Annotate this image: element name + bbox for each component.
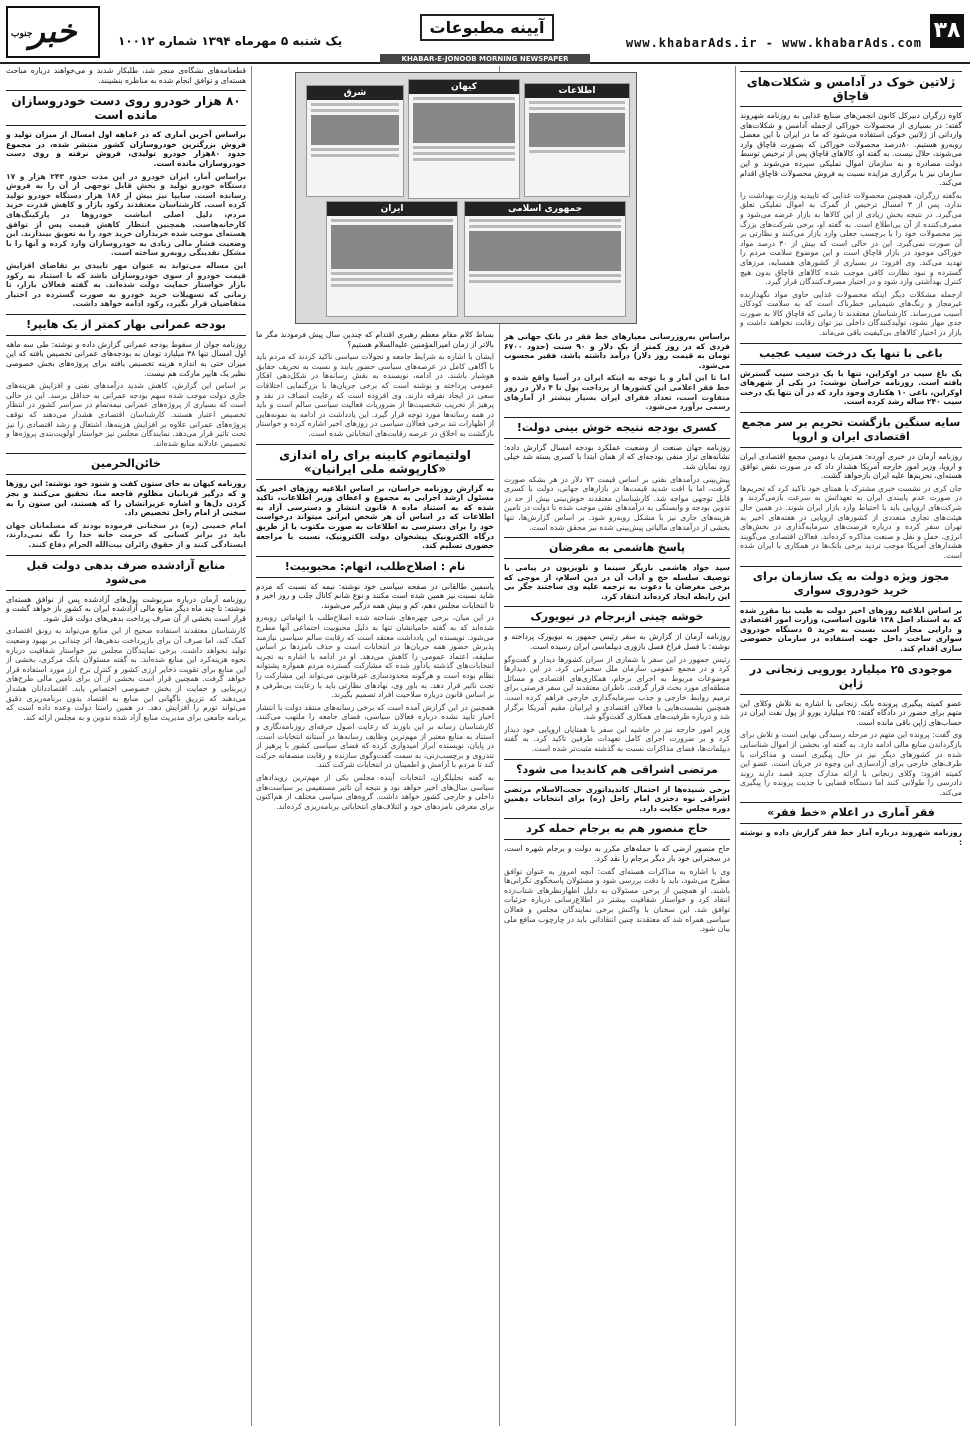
column-rule — [251, 66, 252, 1426]
headline: کسری بودجه نتیجه خوش بینی دولت! — [504, 417, 730, 439]
article-text-filler: جان کری در نشست خبری مشترک با همتای خود تاکید کرد که تحریم‌ها در صورت عدم پایبندی ایران به تعهداتش به سرعت بازمی‌گردند و شرکت‌های اروپایی باید با احتیاط وارد بازار ایران شوند. در همین حال هیئت‌های تجاری متعددی از کشورهای اروپایی در هفته‌های اخیر به تهران سفر کرده و درباره فرصت‌های سرمایه‌گذاری در بخش‌های انرژی، حمل و نقل و صنعت مذاکره کرده‌اند. فعالان اقتصادی می‌گویند هشدارهای آمریکا موجب تردید برخی بانک‌ها در همکاری با ایران شده است. — [740, 483, 962, 560]
article-text: بر اساس ابلاغیه روزهای اخیر دولت به طیب نیا مقرر شده که به استناد اصل ۱۳۸ قانون اساسی، وزارت امور اقتصادی و دارایی مجاز است نسبت به خرید ۵ دستگاه خودروی سواری ساخت داخل جهت استفاده در سازمان خصوصی سازی اقدام کند. — [740, 605, 962, 653]
column-3 — [256, 330, 494, 1426]
article-text-filler: همچنین در این گزارش آمده است که برخی رسانه‌های منتقد دولت با انتشار اخبار تأیید نشده درباره فعالان سیاسی، فضای جامعه را ملتهب می‌کنند. کارشناسان رسانه بر این باورند که رعایت اصول حرفه‌ای روزنامه‌نگاری و استناد به منابع معتبر از مهم‌ترین وظایف رسانه‌ها در آستانه انتخابات است. در پایان، نویسنده ابراز امیدواری کرده که فضای سیاسی کشور با پرهیز از تندروی و برچسب‌زنی، به سمت گفت‌وگوی سازنده و رقابت منصفانه حرکت کند تا مردم با آرامش و اطمینان در انتخابات شرکت کنند. — [256, 702, 494, 770]
article-text: قطعنامه‌های نشگاه‌ی منجر شد، طلبکار شدند و می‌خواهند درباره مباحث هسته‌ای و توافق انجام شده به مناظره بنشینند. — [6, 66, 246, 85]
article-text: روزنامه کیهان به جای ستون کفت و شنود خود نوشته: این روزها و که درگیر قربانیان مظلوم فاجعه منا، تحقیق می‌کنند و بجز کردن دل‌ها و اشاره عزیزانشان را که هستند، این ستون را به سخنی از امام راحل تخصیص داد. — [6, 479, 246, 518]
article-text: براساس به‌روزرسانی معیارهای خط فقر در بانک جهانی هر فردی که در روز کمتر از یک دلار و ۹۰ سنت (حدود ۶۷۰۰ تومان به قیمت روز دلار) درآمد داشته باشد، فقیر محسوب می‌شود. — [504, 332, 730, 370]
column-4 — [6, 66, 246, 1426]
article-text: روزنامه آرمان از گزارش به سفر رئیس جمهور به نیویورک پرداخته و نوشته: با فصل فراخ فصل بازوری دیپلماسی ایران رسیده است. — [504, 632, 730, 652]
newspaper-name: ایران — [327, 202, 457, 216]
article-text-filler: رئیس جمهور در این سفر با شماری از سران کشورها دیدار و گفت‌وگو کرد و در مجمع عمومی سازمان ملل سخنرانی کرد. در این دیدارها موضوعات مربوط به اجرای برجام، همکاری‌های اقتصادی و مسائل منطقه‌ای مورد بحث قرار گرفت. ناظران معتقدند این سفر فرصتی برای ترمیم روابط خارجی و جذب سرمایه‌گذاری خارجی فراهم کرده است. همچنین نشست‌هایی با فعالان اقتصادی و ایرانیان مقیم آمریکا برگزار شد و درباره ظرفیت‌های همکاری گفت‌وگو شد. — [504, 654, 730, 722]
article-text: روزنامه آرمان در خبری آورده: همزمان با دومین مجمع اقتصادی ایران و اروپا، وزیر امور خارجه آمریکا هشدار داد که در صورت نقض توافق هسته‌ای، تحریم‌ها علیه ایران بازخواهد گشت. — [740, 452, 962, 481]
article-text: روزنامه جوان از سقوط بودجه عمرانی گزارش داده و نوشته: طی سه ماهه اول امسال تنها ۳۸ میلیارد تومان به بودجه‌های عمرانی تخصیص یافته که این میزان حتی به اندازه هزینه تخصیص یافته برای پروژه‌های بخش خصوصی نظیر یک هایپر مارکت هم نیست. — [6, 339, 246, 378]
article-text-filler: امام خمینی (ره) در سخنانی فرموده بودند که مسلمانان جهان باید در برابر کسانی که حرمت خانه خدا را نگه نمی‌دارند، ایستادگی کنند و از حقوق زائران بیت‌الله الحرام دفاع کنند. — [6, 520, 246, 549]
logo-text: خبر — [29, 12, 77, 50]
headline: ژلاتین خوک در آدامس و شکلات‌های قاچاق — [740, 71, 962, 107]
article-text: برخی شنیده‌ها از احتمال کاندیداتوری حجت‌الاسلام مرتضی اشراقی نوه دختری امام راحل (ره) برای انتخابات دهمین دوره مجلس حکایت دارد. — [504, 784, 730, 813]
headline: موجودی ۲۵ میلیارد یورویی زنجانی در ژاپن — [740, 659, 962, 695]
headline: باغی با تنها یک درخت سیب عجیب — [740, 343, 962, 365]
headline: پاسخ هاشمی به مفرضان — [504, 537, 730, 559]
article-text-filler: اما تا این آمار و با توجه به اینکه ایران در آسیا واقع شده و خط فقر اعلامی این کشورها از پرداخت پول تا ۴ دلار در روز متفاوت است، تعداد فقرای ایران بسیار بیشتر از آمارهای رسمی برآورد می‌شود. — [504, 373, 730, 412]
column-1 — [740, 66, 962, 1426]
newspaper-thumb — [306, 85, 404, 197]
headline: سایه سنگین بازگشت تحریم بر سر مجمع اقتصادی ایران و اروپا — [740, 412, 962, 448]
newspaper-name: جمهوری اسلامی — [465, 202, 625, 216]
section-title: آیینه مطبوعات — [420, 14, 554, 41]
newspaper-name: اطلاعات — [525, 84, 629, 98]
article-text: یک باغ سیب در اوکراین، تنها با یک درخت سیب گسترش یافته است. روزنامه خراسان نوشت: در یکی از شهرهای اوکراین، باغی ۱۰ هکتاری وجود دارد که در آن تنها یک درخت سیب ۲۴۰ ساله رشد کرده است. — [740, 368, 962, 407]
headline: مرتضی اشراقی هم کاندیدا می شود؟ — [504, 759, 730, 781]
article-text-filler: ایشان با اشاره به شرایط جامعه و تحولات سیاسی تاکید کردند که مردم باید با آگاهی کامل در عرصه‌های سیاسی حضور یابند و نسبت به تحریف حقایق هوشیار باشند. در ادامه، نویسنده به نقش رسانه‌ها در شکل‌دهی افکار عمومی پرداخته و نوشته است که برخی جریان‌ها با بزرگنمایی اختلافات سعی در ایجاد تفرقه دارند. وی افزوده است که رعایت انصاف در نقد و پرهیز از تخریب شخصیت‌ها از ضروریات فعالیت سیاسی سالم است و باید در همه رسانه‌ها مورد توجه قرار گیرد. این یادداشت در ادامه به نمونه‌هایی از اظهارات تند برخی فعالان سیاسی در روزهای اخیر اشاره کرده و خواستار بازگشت به اخلاق در عرصه رقابت‌های انتخاباتی شده است. — [256, 352, 494, 438]
article-text-filler: وی گفت: پرونده این متهم در مرحله رسیدگی نهایی است و تلاش برای بازگرداندن منابع مالی ادامه دارد. به گفته او، بخشی از اموال شناسایی شده در کشورهای دیگر نیز در حال پیگیری است و مذاکرات با طرف‌های خارجی برای آزادسازی این وجوه در جریان است. عضو این کمیته افزود: وکلای زنجانی با ارائه مدارک جدید قصد دارند روند دادرسی را طولانی کنند اما دستگاه قضایی با جدیت پرونده را پیگیری می‌کند. — [740, 730, 962, 797]
newspaper-thumb — [524, 83, 630, 197]
logo-small: جنوب — [11, 29, 33, 39]
masthead — [0, 0, 970, 64]
newspaper-thumb — [408, 79, 520, 199]
article-text-filler: وی با اشاره به مذاکرات هسته‌ای گفت: آنچه امروز به عنوان توافق مطرح می‌شود، باید با دقت بررسی شود و مسئولان پاسخگوی نگرانی‌ها باشند. او همچنین از برخی مسئولان به دلیل اظهارنظرهای شتاب‌زده انتقاد کرد و خواستار شفافیت بیشتر در اطلاع‌رسانی درباره جزئیات توافق شد. این سخنان با واکنش برخی نمایندگان مجلس و فعالان سیاسی همراه شد که معتقدند چنین انتقاداتی باید در چارچوب منافع ملی بیان شود. — [504, 866, 730, 934]
headline: فقر آماری در اعلام «خط فقر» — [740, 802, 962, 824]
site-url[interactable]: www.khabarAds.ir - www.khabarAds.com — [625, 36, 922, 50]
article-text-filler: این مساله می‌تواند به عنوان مهر تاییدی بر تقاضای افزایش قیمت خودرو از سوی خودروسازان باشد که با استناد به رکود بازار خواستار حمایت دولت شده‌اند. به گفته فعالان بازار، تا زمانی که تسهیلات خرید خودرو به صورت گسترده در اختیار متقاضیان قرار نگیرد، رکود ادامه خواهد داشت. — [6, 260, 246, 309]
article-text-filler: براساس آمار، ایران خودرو در این مدت حدود ۲۴۳ هزار و ۱۷ دستگاه خودرو تولید و بخش قابل توجهی از آن را به فروش رسانده است. سایپا نیز بیش از ۱۸۶ هزار دستگاه خودرو تولید کرده است. کارشناسان معتقدند رکود بازار و کاهش قدرت خرید مردم، دلیل اصلی انباشت خودروها در پارکینگ‌های کارخانه‌هاست. همچنین انتظار کاهش قیمت پس از توافق هسته‌ای موجب شده خریداران خرید خود را به تعویق بیندازند. این وضعیت فشار مالی زیادی به خودروسازان وارد کرده و آنها را با مشکل نقدینگی روبه‌رو ساخته است. — [6, 171, 246, 258]
article-text: روزنامه شهروند درباره آمار خط فقر گزارش داده و نوشته : — [740, 828, 962, 848]
headline: مجوز ویژه دولت به یک سازمان برای خرید خودروی سواری — [740, 566, 962, 602]
headline: ۸۰ هزار خودرو روی دست خودروسازان مانده است — [6, 90, 246, 126]
article-text-filler: ازجمله مشکلات دیگر اینکه محصولات غذایی حاوی مواد نگهدارنده غیرمجاز و رنگ‌های شیمیایی خطرناک است که به سلامت کودکان آسیب می‌رساند. کارشناسان معتقدند تا زمانی که قاچاق کالا به صورت جدی مهار نشود، تولیدکنندگان داخلی نیز توان رقابت نخواهند داشت و بازار در اختیار کالاهای بی‌کیفیت باقی می‌ماند. — [740, 289, 962, 338]
column-2 — [504, 332, 730, 1426]
article-text-filler: به گفته تحلیلگران، انتخابات آینده مجلس یکی از مهم‌ترین رویدادهای سیاسی سال‌های اخیر خواهد بود و نتیجه آن تاثیر مستقیمی بر سیاست‌های داخلی و خارجی کشور خواهد داشت. گروه‌های سیاسی مختلف از هم‌اکنون برای معرفی نامزدهای خود و ائتلاف‌های انتخاباتی برنامه‌ریزی کرده‌اند. — [256, 772, 494, 811]
article-text: کاوه زرگران دبیرکل کانون انجمن‌های صنایع غذایی به روزنامه شهروند گفته: در بسیاری از محصولات خوراکی ازجمله آدامس و شکلات‌های وارداتی از ژلاتین خوکی استفاده می‌شود که ما در ایران با این معضل روبه‌رو هستیم. ۸۰درصد محصولات خوراکی که بصورت قاچاق وارد می‌شوند، حلال نیست. به گفته او، کالاهای قاچاق پس از ترخیص توسط دولت مصادره و به سازمان اموال تملیکی سپرده می‌شوند و این سازمان نیز با برگزاری مزایده نسبت به فروش محصولات قاچاق اقدام می‌کند. — [740, 111, 962, 188]
article-text-filler: وزیر امور خارجه نیز در حاشیه این سفر با همتایان اروپایی خود دیدار کرد و بر ضرورت اجرای کامل تعهدات طرفین تاکید کرد. به گفته دیپلمات‌ها، فضای مذاکرات نسبت به گذشته مثبت‌تر شده است. — [504, 724, 730, 753]
article-text: براساس آخرین آماری که در ۶ماهه اول امسال از میزان تولید و فروش بزرگترین خودروسازان کشور منتشر شده، در مجموع حدود ۸۰هزار خودرو تولیدی، فروش نرفته و روی دست خودروسازان مانده است. — [6, 130, 246, 168]
headline: حاج منصور هم به برجام حمله کرد — [504, 818, 730, 840]
newspaper-name: شرق — [307, 86, 403, 100]
banner: KHABAR-E-JONOOB MORNING NEWSPAPER — [380, 54, 590, 64]
article-text: عضو کمیته پیگیری پرونده بابک زنجانی با اشاره به تلاش وکلای این متهم برای حضور در دادگاه گفته: ۲۵ میلیارد یورو از پول نفت ایران در حساب‌های ژاپن باقی مانده است. — [740, 698, 962, 727]
article-text: روزنامه جهان صنعت از وضعیت عملکرد بودجه امسال گزارش داده: نشانه‌های تراز منفی بودجه‌ای که از همان ابتدا با کسری بسته شد خیلی زود نمایان شد. — [504, 442, 730, 471]
article-text: به گزارش روزنامه خراسان، بر اساس ابلاغیه روزهای اخیر یک مسئول ارشد اجرایی به مجموع و اعطای وزیر اطلاعات، تاکید شده که به استناد ماده ۸ قانون انتشار و دسترسی آزاد به اطلاعات که در اساس آن هر شخص ایرانی میتواند درخواست خود را برای دسترسی به اطلاعات به صورت مکتوب یا از طریق درگاه الکترونیک پیشخوان دولت الکترونیک، نسبت با مراجعه حضوری تسلیم کند. — [256, 483, 494, 551]
article-text: یاسمین طالقانی در صفحه سیاسی خود نوشته: نیمه که نسبت که مردم شاید نسبت نیز همین شده است مکنند و نوع شانم کانال جلب و روز اخیر و تا انتخابات مجلس دهم، کم و بیش همه درگیر می‌شوند. — [256, 581, 494, 610]
headline: اولتیماتوم کابینه برای راه اندازی «کارپوشه ملی ایرانیان» — [256, 444, 494, 480]
article-text: حاج منصور ارضی که با حمله‌های مکرر به دولت و برجام شهره است، در سخنرانی خود بار دیگر برجام را نقد کرد. — [504, 844, 730, 863]
dateline: یک شنبه ۵ مهرماه ۱۳۹۴ شماره ۱۰۰۱۲ — [118, 34, 343, 48]
headline: منابع آزادشده صرف بدهی دولت قبل می‌شود — [6, 555, 246, 591]
headline: خوشه چینی ازبرجام در نیویورک — [504, 606, 730, 628]
article-text: بساط کلام مقام معظم رهبری اقتدام که چندین سال پیش فرمودند مگر ما بالاتر از زمان امیرالمؤمنین علیه‌السلام هستیم؟ — [256, 330, 494, 349]
headline: نام : اصلاح‌طلب، اتهام: محبوبیت! — [256, 556, 494, 578]
headline: خائن‌الحرمین — [6, 453, 246, 475]
article-text-filler: به‌گفته زرگران، همچنین محصولات غذایی که تاییدیه وزارت بهداشت را ندارد، پس از ۳ امسال ترخیص از گمرک به اموال تملیکی تعلق می‌گیرد. در نتیجه بخش زیادی از این کالاها به بازار عرضه می‌شود و مصرف‌کننده از آن بی‌اطلاع است. به گفته او، برخی شرکت‌های بزرگ نیز محصولات خود را با برچسب جعلی وارد بازار می‌کنند و نظارتی بر آن صورت نمی‌گیرد. این در حالی است که بیش از ۳۰ درصد مواد خوراکی موجود در بازار قاچاق است و این موضوع سلامت مردم را تهدید می‌کند. وی افزود: در بسیاری از کشورهای همسایه، مرزهای گسترده و نبود نظارت کافی موجب شده کالاهای قاچاق بدون هیچ کنترل بهداشتی وارد شود و در اختیار مصرف‌کنندگان قرار گیرد. — [740, 190, 962, 287]
logo — [6, 6, 100, 58]
article-text-filler: در این میان، برخی چهره‌های شناخته شده اصلاح‌طلب با اتهاماتی روبه‌رو شده‌اند که به گفته حامیانشان تنها به دلیل محبوبیت اجتماعی آنها مطرح می‌شود. نویسنده این یادداشت معتقد است که رقابت سالم سیاسی نیازمند پذیرش حضور همه جریان‌ها در انتخابات است و حذف نامزدها بر اساس سلیقه، اعتماد عمومی را کاهش می‌دهد. او در ادامه با اشاره به تجربه انتخابات‌های گذشته یادآور شده که مشارکت گسترده مردم همواره پشتوانه نظام بوده است و هرگونه محدودسازی غیرقانونی می‌تواند این مشارکت را تحت تاثیر قرار دهد. به باور وی، نهادهای نظارتی باید با رعایت بی‌طرفی و بر اساس قانون درباره صلاحیت افراد تصمیم بگیرند. — [256, 613, 494, 700]
newspaper-thumb — [464, 201, 626, 317]
article-text-filler: پیش‌بینی درآمدهای نفتی بر اساس قیمت ۷۲ دلار در هر بشکه صورت گرفت، اما با افت شدید قیمت‌ها در بازارهای جهانی، دولت با کسری قابل توجهی مواجه شد. کارشناسان معتقدند خوش‌بینی بیش از حد در تدوین بودجه و وابستگی به درآمدهای نفتی موجب شده تا دولت در تامین هزینه‌های جاری نیز با مشکل روبه‌رو شود. بر اساس گزارش‌ها، تنها بخشی از درآمدهای مالیاتی پیش‌بینی شده نیز محقق شده است. — [504, 474, 730, 532]
article-text-filler: کارشناسان معتقدند استفاده صحیح از این منابع می‌تواند به رونق اقتصادی کمک کند، اما صرف آن برای بازپرداخت بدهی‌ها، اثر چندانی بر بهبود وضعیت تولید نخواهد داشت. برخی نمایندگان مجلس نیز خواستار شفافیت درباره نحوه هزینه‌کرد این منابع شده‌اند. به گفته مسئولان بانک مرکزی، بخشی از این منابع برای تقویت ذخایر ارزی کشور و کنترل نرخ ارز مورد استفاده قرار خواهد گرفت. همچنین قرار است بخشی از آن برای تامین مالی طرح‌های زیربنایی و حمایت از بخش خصوصی اختصاص یابد. اقتصاددانان هشدار می‌دهند که تزریق ناگهانی این منابع به اقتصاد بدون برنامه‌ریزی دقیق می‌تواند تورم را افزایش دهد. در همین راستا دولت وعده داده است که برنامه جامعی برای مدیریت منابع آزاد شده تدوین و به مجلس ارائه کند. — [6, 626, 246, 722]
page-number: ۳۸ — [930, 14, 964, 48]
newspapers-photo — [295, 72, 637, 324]
newspaper-name: کیهان — [409, 80, 519, 94]
article-text: سید جواد هاشمی بازیگر سینما و تلویزیون در پیامی با توصیف سلسله حج و آداب آن در دین اسلام، از موجی که برخی مغرضان با دعوت به ترجمه علیه وی ساختند جگر بی این رابطه ایجاد کرده‌اند انتقاد کرد. — [504, 563, 730, 601]
column-rule — [735, 66, 736, 1426]
newspaper-thumb — [326, 201, 458, 317]
article-text-filler: بر اساس این گزارش، کاهش شدید درآمدهای نفتی و افزایش هزینه‌های جاری دولت موجب شده سهم بودجه عمرانی به حداقل برسد. این در حالی است که بسیاری از پروژه‌های عمرانی نیمه‌تمام در سراسر کشور در انتظار تخصیص اعتبار هستند. کارشناسان اقتصادی هشدار می‌دهند که توقف پروژه‌های عمرانی علاوه بر افزایش هزینه‌ها، اشتغال و رشد اقتصادی را نیز تحت تاثیر قرار می‌دهد. نمایندگان مجلس نیز خواستار اولویت‌بندی پروژه‌ها و تخصیص عادلانه منابع شده‌اند. — [6, 381, 246, 448]
headline: بودجه عمرانی بهار کمتر از یک هایپر! — [6, 314, 246, 336]
article-text: روزنامه آرمان درباره سرنوشت پول‌های آزادشده پس از توافق هسته‌ای نوشته: تا چند ماه دیگر منابع مالی آزادشده ایران به کشور باز خواهد گشت و قرار است بخشی از آن صرف پرداخت بدهی‌های دولت قبل شود. — [6, 594, 246, 623]
